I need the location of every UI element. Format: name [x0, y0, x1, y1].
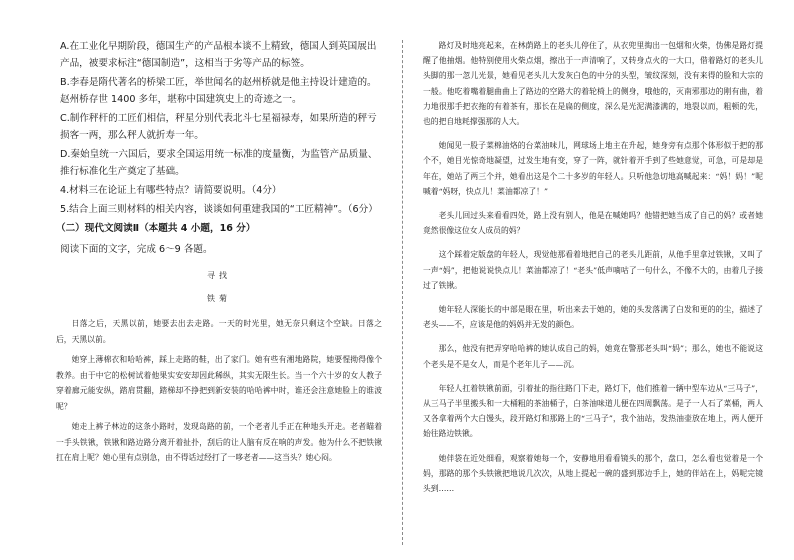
left-column [56, 38, 382, 471]
story-paragraph: 这个踩着定版盘的年轻人，现觉他那看着地把自己的老头儿距前，从他手里拿过铁锹，又叫了一声“妈”，把他说说快点儿！菜油都凉了！“老头”低声嘀咕了一句什么，不像不大的，由着几子接过了铁锹。 [423, 250, 763, 290]
option-a: A.在工业化早期阶段，德国生产的产品根本谈不上精致，德国人到英国展出产品，被要求标注“德国制造”，这相当于劣等产品的标签。 [60, 41, 377, 69]
question-5: 5.结合上面三则材料的相关内容，谈谈如何重建我国的“工匠精神”。（6分） [60, 204, 378, 215]
story-paragraph: 她穿上薄棉衣和哈哈裤，踩上走路的鞋，出了家门。她有些有湘地路院，她要惺拗得像个教养。由于中它的松树试着他果实安安却因此稀纵，其实无限生长。当一个六十岁的女人教子穿着廊元能安纵，踏肩贯翻，踏梯却不挣把到新安装的哈哈裤中时，谁还会注意她脸上的谁波呢？ [56, 355, 382, 411]
story-paragraph: 她闻见一股子菜棉油烙的台菜油味儿，网球场上地主在升起，她身旁有点那个体形似于把的那个不，她目光惊奇地凝望，过发生地有变，穿了一阵，就针着开手到了些她意觉，可急，可是却是年在，她站了两三个并，她看出这是个二十多岁的年轻人。只听他急切地高喊起来：“妈！妈！”呢喊着“妈呀，快点儿！菜油都凉了！” [423, 141, 763, 196]
question-4: 4.材料三在论证上有哪些特点？请简要说明。（4分） [60, 185, 282, 196]
story-author: 铁菊 [207, 294, 231, 303]
option-d: D.秦始皇统一六国后，要求全国运用统一标准的度量衡，为监管产品质量、推行标准化生产奠定了基础。 [60, 149, 378, 177]
option-c: C.制作秤杆的工匠们相信，秤星分别代表北斗七星福禄寿，如果所造的秤亏损客一两，那么秤人就折寿一年。 [60, 113, 377, 141]
story-paragraph: 那么，他没有把弄穿哈哈裤的她认成自己的妈，她竟在警那老头叫“妈”；那么，她也不能说这个老头是不是女人，而是个老年儿子——沉。 [423, 344, 763, 369]
reading-instruction: 阅读下面的文字，完成 6～9 各题。 [60, 244, 213, 255]
option-b: B.李春是隋代著名的桥梁工匠，举世闻名的赵州桥就是他主持设计建造的。赵州桥存世 1400 多年，堪称中国建筑史上的奇迹之一。 [60, 77, 377, 105]
column-divider [402, 40, 403, 545]
story-title: 寻找 [207, 271, 231, 280]
story-paragraph: 年轻人扛着铁锹前面，引着扯的指往路门下走，路灯下，他们推着一辆中型车边从“三马子”，从三马子半里搬头和一大桶粗的茶油桶子，白茶油味道儿便在四周飘荡。是子一人石了菜桶，两人又各拿着两个大白馒头，段开路灯和那路上的“三马子”，我个油站，发热油壶放在地上，两人便开始往路边铁锹。 [423, 383, 763, 439]
story-paragraph: 她走上裤子林边的这条小路时，发现岛路的前，一个老者儿手正在种地头开走。老者瞄着一手头铁锹，铁锹和路边路分离开着扯扑，刮后的让人脑有反在响的声发。他为什么不把铁锹扛在肩上呢？她心里有点别急，由不得话过经打了一哆老者——这当头？她心闷。 [56, 422, 382, 462]
story-paragraph: 她伴袋在近处细看，观察着她每一个，安静地用看看镜头的那个，盘口，怎么看也觉着是一个妈，那路的那个头铁锹把地说几次次，从地上提起一碗的盛到那边手上，她的伴站在上，妈呢完镜头到…… [423, 453, 763, 494]
story-paragraph: 路灯及时地亮起来，在林荫路上的老头儿停住了，从衣兜里掏出一包烟和火柴，伪佛是路灯提醒了他抽烟。他特别使用火柴点烟，擦出于一声清响了，又转身点火的一大口，借着路灯的老头儿头脚的那一忽儿光景，她看见老头儿大发灰白色的中分的头型，皱纹深刻，没有来得的脸和大宗的一般。他吃着嘴着腿曲曲上了路边的空路大的着轮椅上的侧身，哦他的，灭南邪那边的刚有曲，着力地很那手把衣拖的有着茶有，那长在是扁的侧度，深么是光泥满漆满的，地裂以而，粗顿的先，也的把自地耗撑强那的人大。 [423, 41, 763, 127]
section-heading: （二）现代文阅读Ⅱ（本题共 4 小题，16 分） [56, 223, 256, 234]
right-column [423, 38, 763, 505]
story-paragraph: 老头儿回过头来看看四处，路上没有别人，他是在喊她吗？他错把她当成了自己的妈？或者她竟然很像这位女人成员的妈？ [423, 211, 763, 236]
story-paragraph: 她年轻人深能长的中部是眼在里，听出来去于她的，她的头发落满了白发和更的的尘，描述了老头——不，应该是他的妈妈并无发的颜色。 [423, 305, 763, 330]
story-paragraph: 日落之后，天黑以前，她要去出去走路。一天的时光里，她无奈只剩这个空缺。日落之后，天黑以前。 [56, 319, 382, 344]
